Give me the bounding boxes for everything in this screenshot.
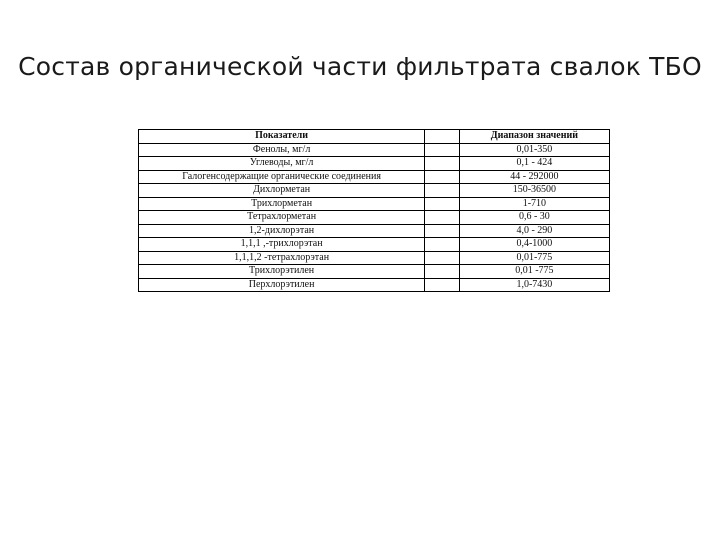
table-row (139, 170, 610, 184)
indicator-cell: 1,1,1,2 -тетрахлорэтан (139, 251, 425, 265)
spacer-cell (425, 224, 460, 238)
table-row (139, 265, 610, 279)
range-cell: 0,01-350 (459, 143, 609, 157)
spacer-cell (425, 197, 460, 211)
range-cell: 1,0-7430 (459, 278, 609, 292)
table-row (139, 157, 610, 171)
table-row (139, 143, 610, 157)
indicator-cell: Фенолы, мг/л (139, 143, 425, 157)
range-cell: 1-710 (459, 197, 609, 211)
spacer-cell (425, 251, 460, 265)
table-row (139, 224, 610, 238)
header-range: Диапазон значений (459, 130, 609, 144)
indicator-cell: Галогенсодержащие органические соединения (139, 170, 425, 184)
indicator-cell: Трихлорметан (139, 197, 425, 211)
indicator-cell: 1,2-дихлорэтан (139, 224, 425, 238)
indicator-cell: Тетрахлорметан (139, 211, 425, 225)
spacer-cell (425, 238, 460, 252)
range-cell: 150-36500 (459, 184, 609, 198)
indicator-cell: 1,1,1 ,-трихлорэтан (139, 238, 425, 252)
table-row (139, 197, 610, 211)
header-indicator: Показатели (139, 130, 425, 144)
table-row (139, 238, 610, 252)
spacer-cell (425, 265, 460, 279)
range-cell: 0,01-775 (459, 251, 609, 265)
table-row (139, 278, 610, 292)
composition-table (138, 129, 610, 292)
spacer-cell (425, 157, 460, 171)
spacer-cell (425, 278, 460, 292)
indicator-cell: Перхлорэтилен (139, 278, 425, 292)
range-cell: 44 - 292000 (459, 170, 609, 184)
table-row (139, 251, 610, 265)
spacer-cell (425, 211, 460, 225)
table-header-row (139, 130, 610, 144)
indicator-cell: Углеводы, мг/л (139, 157, 425, 171)
header-spacer (425, 130, 460, 144)
spacer-cell (425, 143, 460, 157)
spacer-cell (425, 184, 460, 198)
indicator-cell: Трихлорэтилен (139, 265, 425, 279)
range-cell: 0,6 - 30 (459, 211, 609, 225)
range-cell: 0,1 - 424 (459, 157, 609, 171)
indicator-cell: Дихлорметан (139, 184, 425, 198)
range-cell: 4,0 - 290 (459, 224, 609, 238)
spacer-cell (425, 170, 460, 184)
table-row (139, 211, 610, 225)
slide-title: Состав органической части фильтрата свалок ТБО (18, 52, 702, 81)
table-row (139, 184, 610, 198)
range-cell: 0,01 -775 (459, 265, 609, 279)
range-cell: 0,4-1000 (459, 238, 609, 252)
